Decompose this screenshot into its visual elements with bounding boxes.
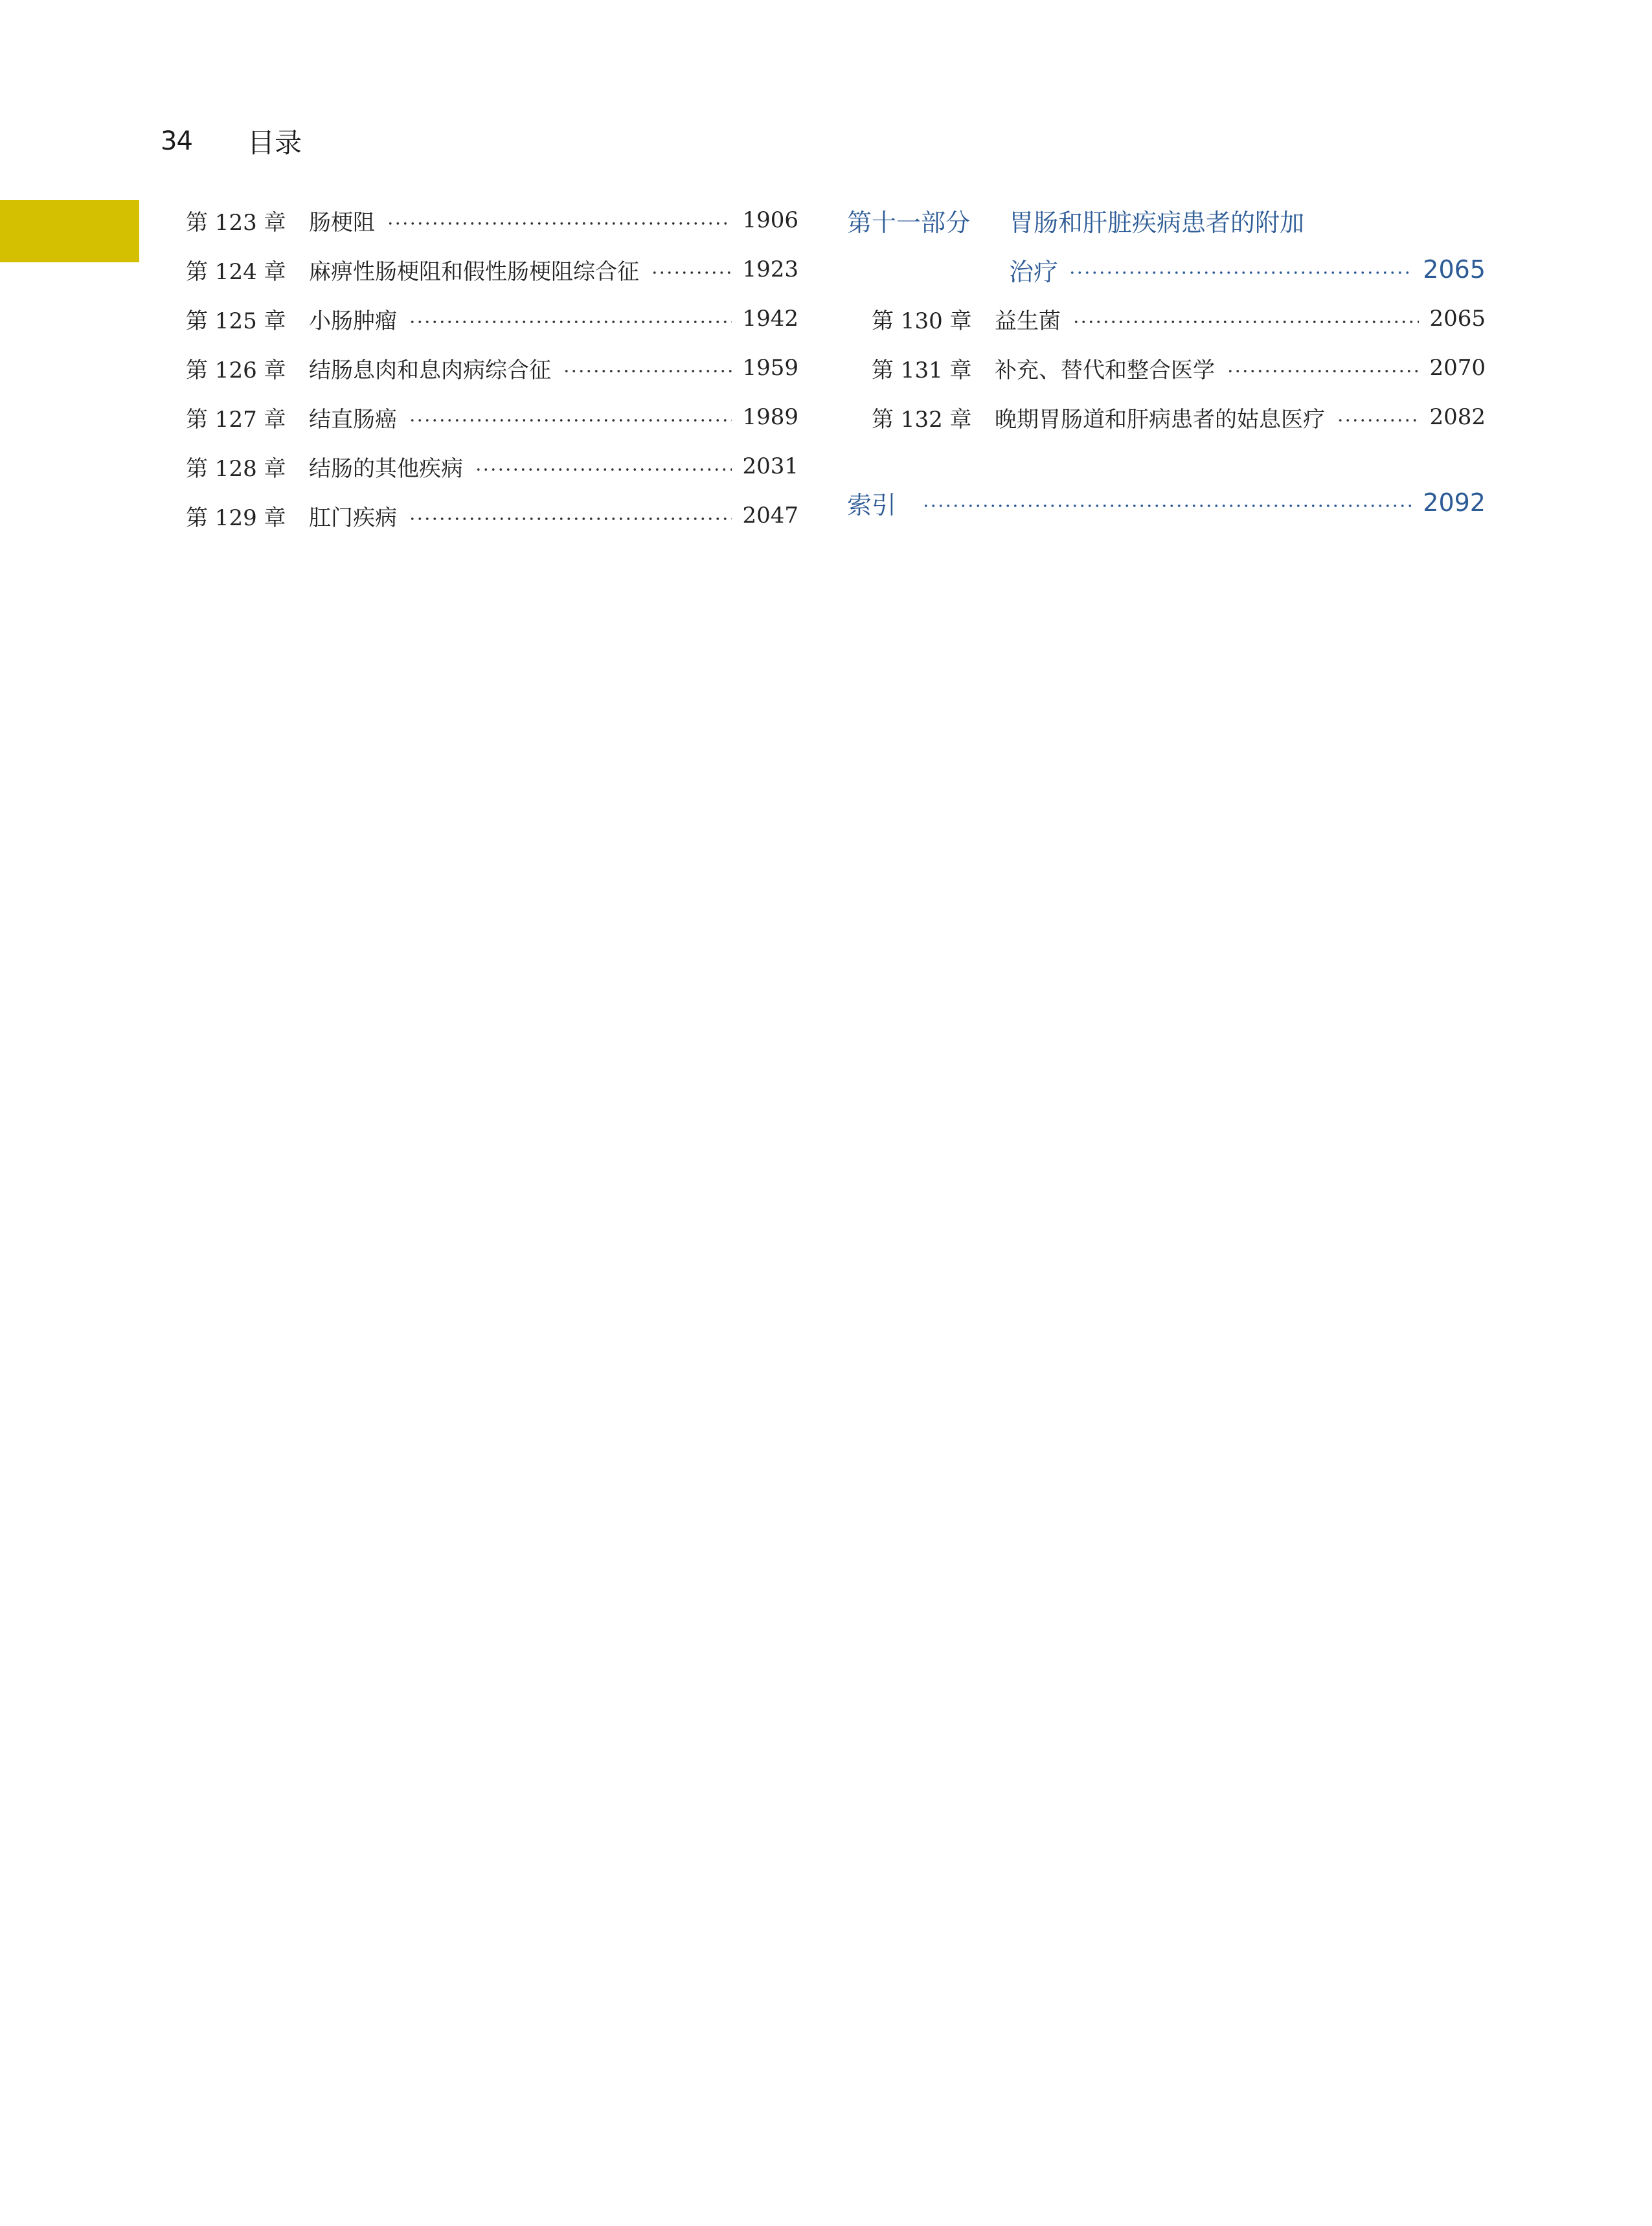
dot-leader: [922, 503, 1412, 508]
chapter-title: 小肠肿瘤: [309, 308, 397, 334]
part-page-ref: 2065: [1423, 255, 1486, 284]
chapter-title: 麻痹性肠梗阻和假性肠梗阻综合征: [309, 258, 639, 285]
part-chapter-list: [847, 294, 1486, 442]
dot-leader: [1072, 319, 1419, 324]
toc-entry[interactable]: [186, 343, 798, 392]
page-ref: 2047: [742, 503, 798, 528]
toc-entry[interactable]: [186, 294, 798, 343]
page-ref: 2082: [1429, 404, 1486, 430]
dot-leader: [651, 270, 732, 275]
chapter-number: 第 130 章: [872, 308, 972, 334]
page-ref: 1906: [742, 207, 798, 233]
toc-entry[interactable]: [872, 392, 1486, 442]
chapter-number: 第 131 章: [872, 357, 972, 383]
toc-entry[interactable]: [186, 442, 798, 491]
chapter-title: 肠梗阻: [309, 209, 375, 236]
part-label: 第十一部分: [847, 208, 971, 237]
page-header: [161, 123, 302, 159]
dot-leader: [1069, 270, 1412, 275]
part-title: 胃肠和肝脏疾病患者的附加: [1009, 208, 1305, 237]
toc-right-column: [847, 196, 1486, 527]
chapter-title: 结肠的其他疾病: [309, 455, 463, 482]
dot-leader: [1227, 369, 1419, 374]
dot-leader: [409, 418, 732, 423]
chapter-number: 第 127 章: [186, 406, 286, 433]
chapter-title: 结肠息肉和息肉病综合征: [309, 357, 551, 383]
toc-entry[interactable]: [872, 343, 1486, 392]
part-heading-line2: [847, 245, 1486, 294]
chapter-title: 晚期胃肠道和肝病患者的姑息医疗: [995, 406, 1325, 433]
chapter-title: 肛门疾病: [309, 505, 397, 531]
page-title: 目录: [247, 127, 302, 159]
toc-entry[interactable]: [186, 491, 798, 540]
toc-entry[interactable]: [186, 392, 798, 442]
index-entry[interactable]: [847, 478, 1486, 527]
dot-leader: [1337, 418, 1419, 423]
page-ref: 2070: [1429, 355, 1486, 381]
chapter-number: 第 123 章: [186, 209, 286, 236]
section-color-tab: [0, 200, 139, 262]
page-ref: 1989: [742, 404, 798, 430]
chapter-number: 第 126 章: [186, 357, 286, 383]
page-ref: 1923: [742, 256, 798, 282]
chapter-number: 第 125 章: [186, 308, 286, 334]
chapter-title: 补充、替代和整合医学: [995, 357, 1215, 383]
page-ref: 1959: [742, 355, 798, 381]
dot-leader: [409, 319, 732, 324]
dot-leader: [387, 221, 732, 226]
part-title-continued: 治疗: [1009, 257, 1059, 286]
chapter-number: 第 128 章: [186, 455, 286, 482]
page-ref: 2031: [742, 453, 798, 479]
dot-leader: [409, 516, 732, 521]
chapter-number: 第 129 章: [186, 505, 286, 531]
index-label: 索引: [847, 490, 897, 519]
part-heading[interactable]: [847, 196, 1486, 294]
chapter-number: 第 124 章: [186, 258, 286, 285]
part-heading-line1: [847, 196, 1486, 245]
index-page-ref: 2092: [1423, 488, 1486, 517]
toc-left-column: [186, 196, 798, 540]
toc-entry[interactable]: [872, 294, 1486, 343]
chapter-title: 益生菌: [995, 308, 1061, 334]
dot-leader: [563, 369, 732, 374]
page-ref: 1942: [742, 306, 798, 332]
page-ref: 2065: [1429, 306, 1486, 332]
toc-entry[interactable]: [186, 245, 798, 294]
chapter-number: 第 132 章: [872, 406, 972, 433]
toc-entry[interactable]: [186, 196, 798, 245]
dot-leader: [475, 467, 732, 472]
chapter-title: 结直肠癌: [309, 406, 397, 433]
page-number: 34: [161, 126, 192, 156]
